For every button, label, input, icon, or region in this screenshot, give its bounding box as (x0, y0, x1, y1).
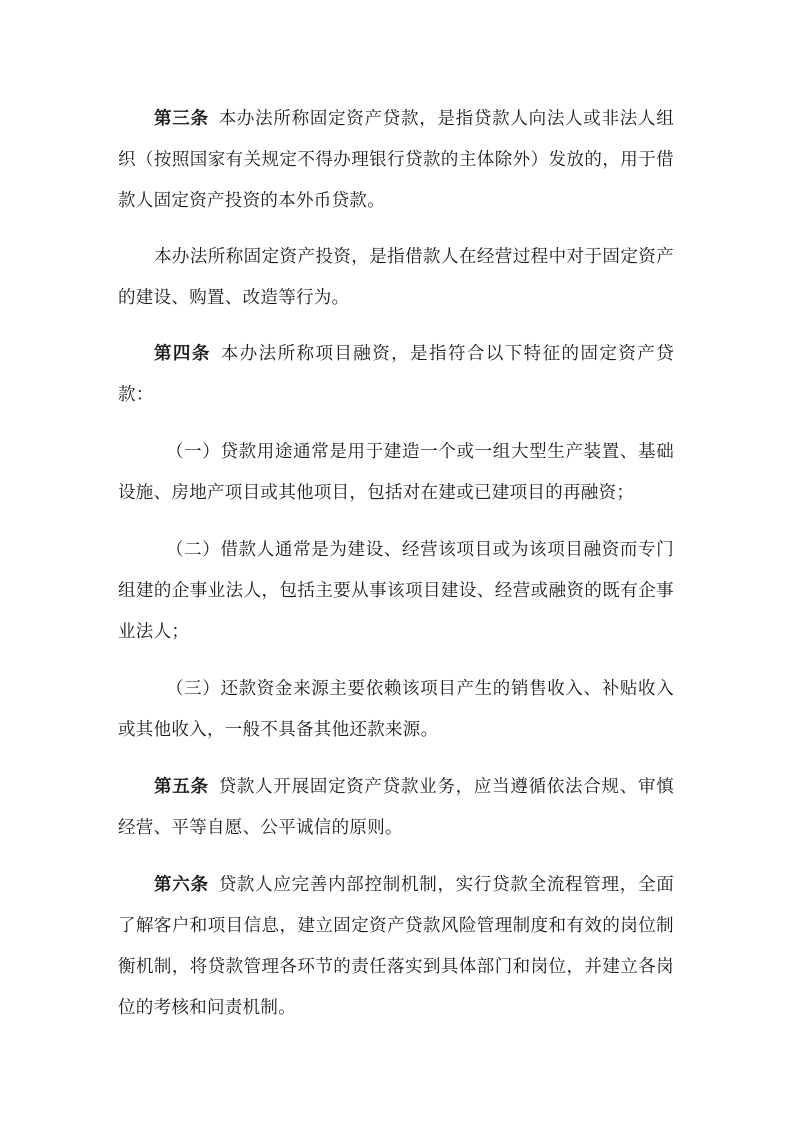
fixed-asset-investment-text: 本办法所称固定资产投资，是指借款人在经营过程中对于固定资产的建设、购置、改造等行为。 (118, 247, 674, 308)
item-1-text: （一）贷款用途通常是用于建造一个或一组大型生产装置、基础设施、房地产项目或其他项目，包括对在建或已建项目的再融资； (118, 442, 674, 503)
article-6-heading: 第六条 (154, 875, 209, 895)
article-3-paragraph (118, 99, 674, 222)
article-6-text: 贷款人应完善内部控制机制，实行贷款全流程管理，全面了解客户和项目信息，建立固定资产贷款风险管理制度和有效的岗位制衡机制，将贷款管理各环节的责任落实到具体部门和岗位，并建立各岗位的考核和问责机制。 (118, 875, 675, 1018)
article-4-text: 本办法所称项目融资，是指符合以下特征的固定资产贷款： (118, 344, 674, 405)
article-3-heading: 第三条 (154, 109, 209, 129)
article-5-heading: 第五条 (154, 777, 209, 797)
item-2-text: （二）借款人通常是为建设、经营该项目或为该项目融资而专门组建的企事业法人，包括主要从事该项目建设、经营或融资的既有企事业法人； (118, 540, 674, 642)
article-6-paragraph (118, 865, 674, 1029)
item-2-paragraph (118, 530, 674, 653)
fixed-asset-investment-paragraph (118, 237, 674, 319)
item-3-text: （三）还款资金来源主要依赖该项目产生的销售收入、补贴收入或其他收入，一般不具备其他还款来源。 (118, 679, 674, 740)
article-5-paragraph (118, 767, 674, 849)
article-4-heading: 第四条 (154, 344, 211, 364)
item-1-paragraph (118, 432, 674, 514)
article-5-text: 贷款人开展固定资产贷款业务，应当遵循依法合规、审慎经营、平等自愿、公平诚信的原则。 (118, 777, 675, 838)
article-3-text: 本办法所称固定资产贷款，是指贷款人向法人或非法人组织（按照国家有关规定不得办理银行贷款的主体除外）发放的，用于借款人固定资产投资的本外币贷款。 (118, 109, 675, 211)
article-4-paragraph (118, 334, 674, 416)
item-3-paragraph (118, 669, 674, 751)
